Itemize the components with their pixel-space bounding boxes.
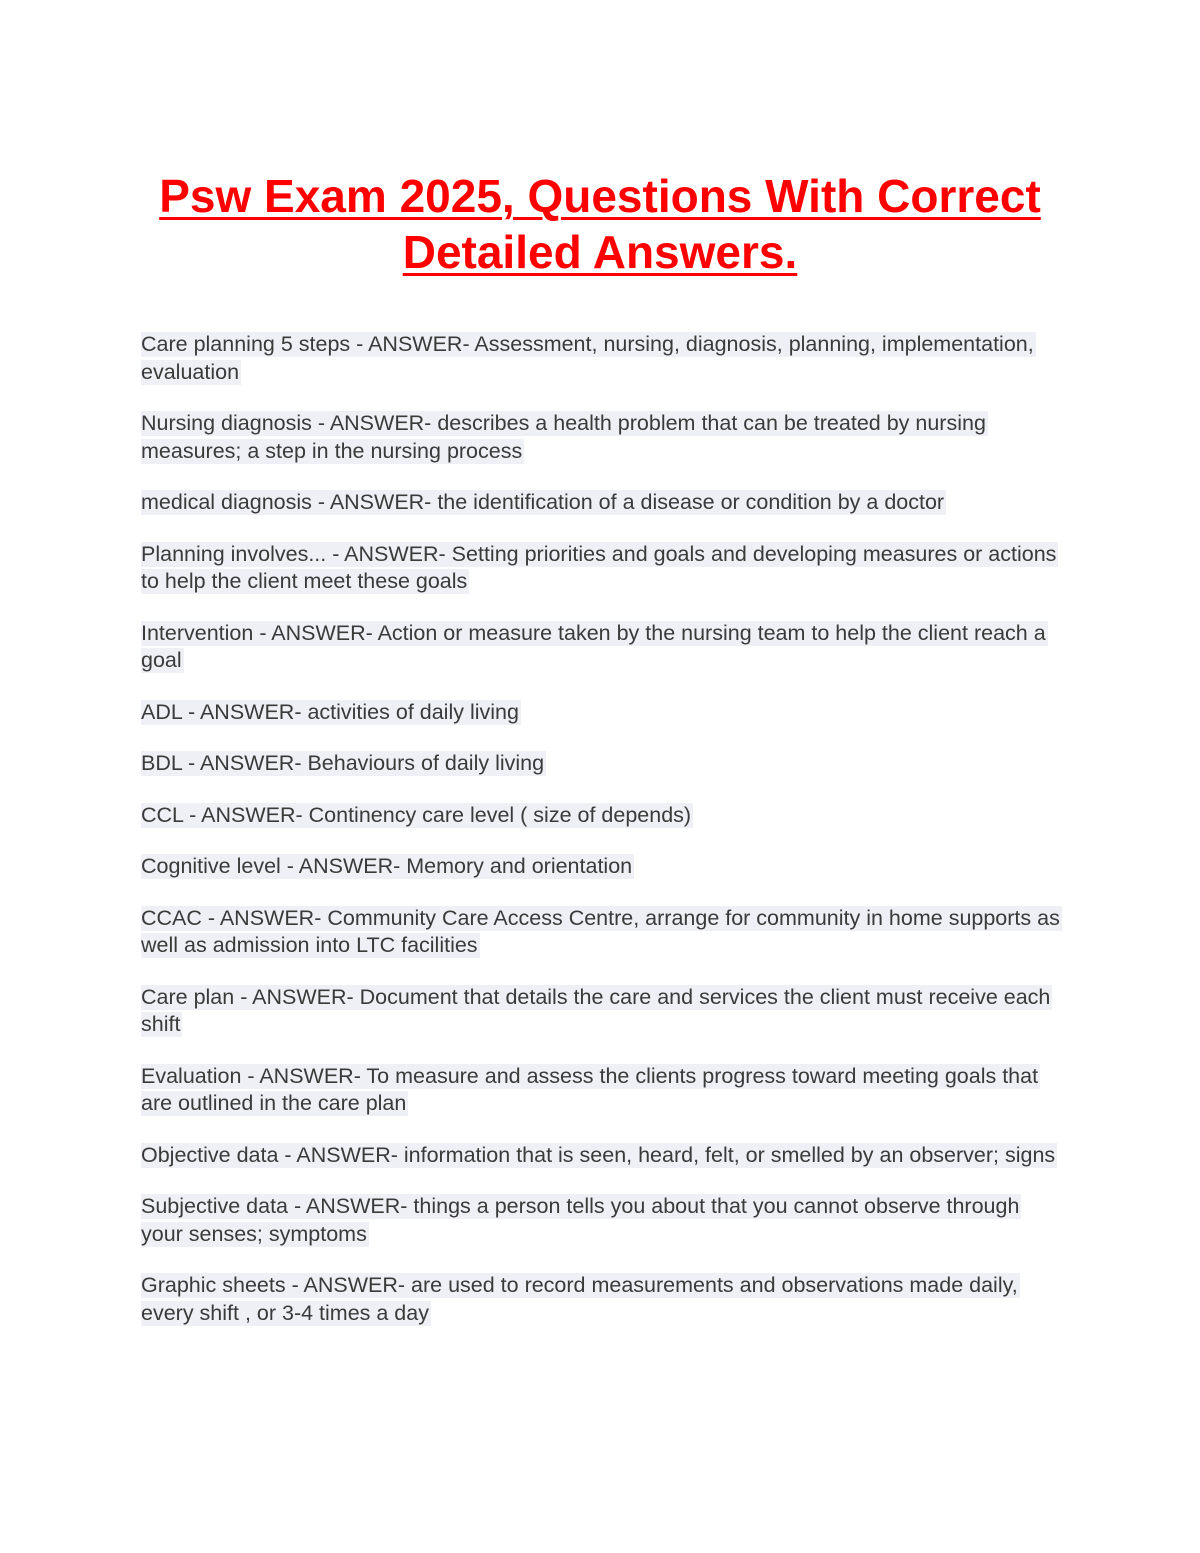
qa-entry-text: Graphic sheets - ANSWER- are used to record measurements and observations made daily, every shift , or 3-4 times a day (141, 1273, 1018, 1325)
qa-entry-text: Planning involves... - ANSWER- Setting priorities and goals and developing measures or actions to help the client meet these goals (141, 541, 1057, 593)
qa-entry (141, 905, 1061, 960)
qa-entry-text: Evaluation - ANSWER- To measure and assess the clients progress toward meeting goals that are outlined in the care plan (141, 1063, 1039, 1115)
qa-entry (141, 984, 1061, 1039)
qa-entry-text: ADL - ANSWER- activities of daily living (141, 699, 519, 724)
qa-entry-text: Cognitive level - ANSWER- Memory and orientation (141, 854, 633, 878)
qa-entry (141, 489, 1061, 517)
qa-entry (141, 1063, 1061, 1118)
qa-entry (141, 331, 1061, 386)
qa-entry (141, 541, 1061, 596)
qa-entry-text: Care plan - ANSWER- Document that details the care and services the client must receive each shift (141, 984, 1051, 1036)
qa-entry (141, 802, 1061, 830)
qa-entry-text: Intervention - ANSWER- Action or measure taken by the nursing team to help the client reach a goal (141, 620, 1046, 672)
qa-entry (141, 853, 1061, 881)
qa-entry-text: CCL - ANSWER- Continency care level ( size of depends) (141, 802, 692, 827)
qa-entry-text: medical diagnosis - ANSWER- the identification of a disease or condition by a doctor (141, 490, 945, 514)
qa-entry (141, 699, 1061, 727)
qa-entry-text: Objective data - ANSWER- information that is seen, heard, felt, or smelled by an observer; signs (141, 1142, 1056, 1167)
qa-entry-text: Subjective data - ANSWER- things a person tells you about that you cannot observe through your senses; symptoms (141, 1194, 1020, 1246)
qa-entry (141, 1272, 1061, 1327)
qa-entry-text: Care planning 5 steps - ANSWER- Assessment, nursing, diagnosis, planning, implementation, evaluation (141, 332, 1034, 384)
qa-entry (141, 750, 1061, 778)
qa-entry (141, 1193, 1061, 1248)
qa-entry-text: BDL - ANSWER- Behaviours of daily living (141, 751, 545, 775)
qa-entry (141, 1142, 1061, 1170)
qa-entry (141, 410, 1061, 465)
qa-entry-text: Nursing diagnosis - ANSWER- describes a health problem that can be treated by nursing measures; a step in the nursing process (141, 411, 986, 463)
qa-entry (141, 620, 1061, 675)
qa-list (141, 331, 1061, 1351)
document-title: Psw Exam 2025, Questions With Correct Detailed Answers. (159, 170, 1041, 278)
qa-entry-text: CCAC - ANSWER- Community Care Access Centre, arrange for community in home supports as well as admission into LTC facilities (141, 905, 1060, 957)
